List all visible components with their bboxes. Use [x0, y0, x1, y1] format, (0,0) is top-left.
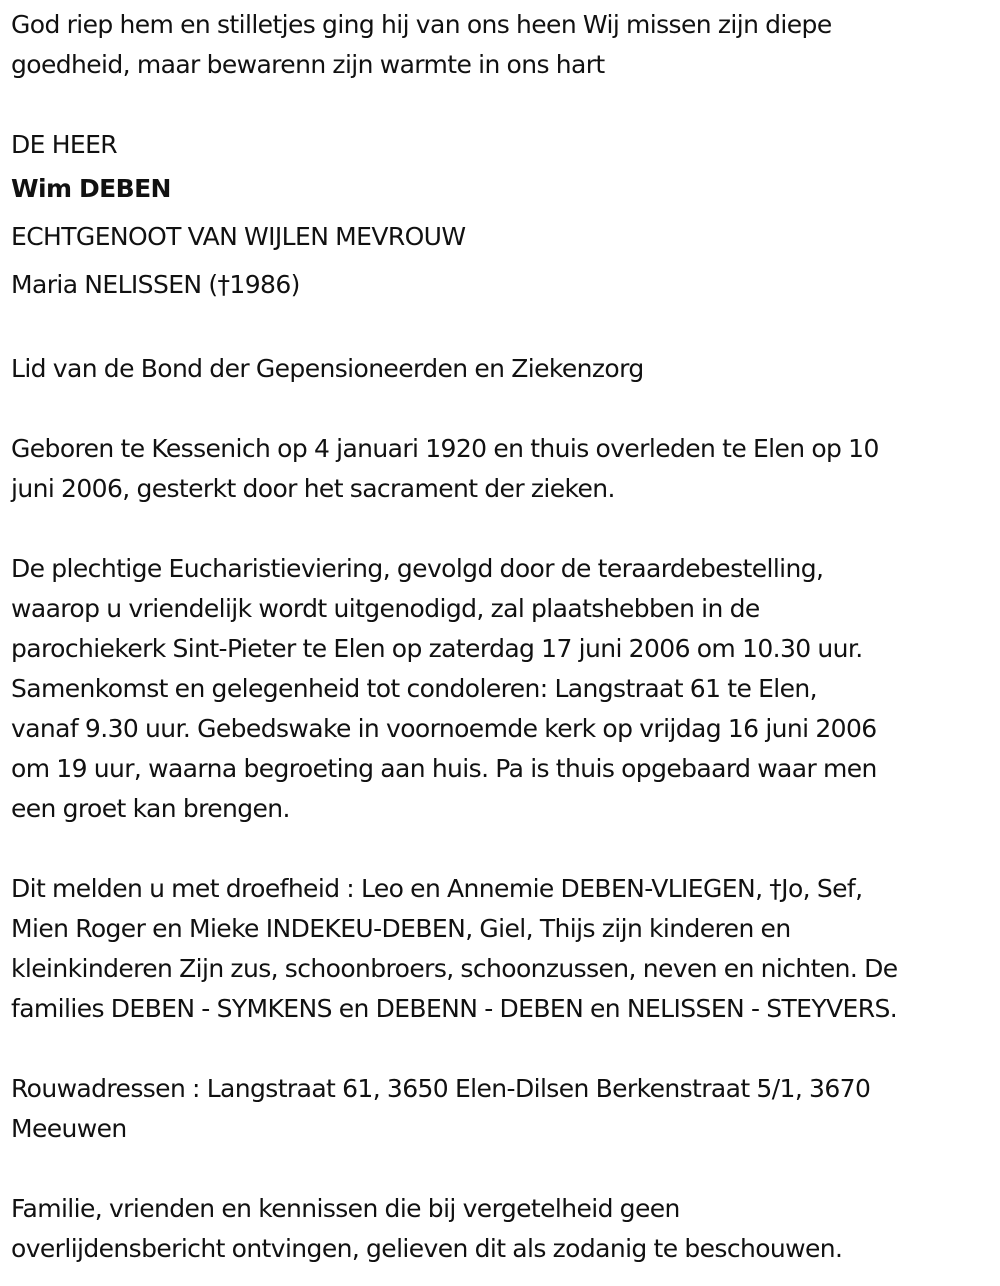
family-line: Dit melden u met droefheid : Leo en Annemie DEBEN-VLIEGEN, †Jo, Sef,	[11, 874, 863, 903]
address-line: Meeuwen	[11, 1114, 127, 1143]
ceremony-line: De plechtige Eucharistieviering, gevolgd door de teraardebestelling,	[11, 554, 824, 583]
intro-line: goedheid, maar bewarenn zijn warmte in ons hart	[11, 50, 605, 79]
closing-line: Familie, vrienden en kennissen die bij vergetelheid geen	[11, 1194, 680, 1223]
membership-paragraph	[11, 349, 990, 389]
spouse-label: ECHTGENOOT VAN WIJLEN MEVROUW	[11, 222, 466, 251]
ceremony-line: een groet kan brengen.	[11, 794, 290, 823]
birth-death-line: juni 2006, gesterkt door het sacrament der zieken.	[11, 474, 615, 503]
ceremony-line: vanaf 9.30 uur. Gebedswake in voornoemde kerk op vrijdag 16 juni 2006	[11, 714, 877, 743]
deceased-name: Wim DEBEN	[11, 174, 171, 203]
address-line: Rouwadressen : Langstraat 61, 3650 Elen-Dilsen Berkenstraat 5/1, 3670	[11, 1074, 871, 1103]
membership-line: Lid van de Bond der Gepensioneerden en Ziekenzorg	[11, 354, 644, 383]
birth-death-line: Geboren te Kessenich op 4 januari 1920 en thuis overleden te Elen op 10	[11, 434, 879, 463]
closing-line: overlijdensbericht ontvingen, gelieven dit als zodanig te beschouwen.	[11, 1234, 843, 1263]
spouse-name: Maria NELISSEN (†1986)	[11, 270, 300, 299]
ceremony-line: Samenkomst en gelegenheid tot condoleren: Langstraat 61 te Elen,	[11, 674, 818, 703]
family-line: families DEBEN - SYMKENS en DEBENN - DEBEN en NELISSEN - STEYVERS.	[11, 994, 898, 1023]
ceremony-line: waarop u vriendelijk wordt uitgenodigd, zal plaatshebben in de	[11, 594, 760, 623]
family-line: kleinkinderen Zijn zus, schoonbroers, schoonzussen, neven en nichten. De	[11, 954, 898, 983]
family-paragraph	[11, 869, 990, 1029]
ceremony-paragraph	[11, 549, 990, 829]
addresses-paragraph	[11, 1069, 990, 1149]
intro-line: God riep hem en stilletjes ging hij van ons heen Wij missen zijn diepe	[11, 10, 832, 39]
intro-verse	[11, 5, 990, 85]
closing-paragraph	[11, 1189, 990, 1269]
title-prefix: DE HEER	[11, 130, 118, 159]
ceremony-line: om 19 uur, waarna begroeting aan huis. Pa is thuis opgebaard waar men	[11, 754, 877, 783]
ceremony-line: parochiekerk Sint-Pieter te Elen op zaterdag 17 juni 2006 om 10.30 uur.	[11, 634, 863, 663]
family-line: Mien Roger en Mieke INDEKEU-DEBEN, Giel, Thijs zijn kinderen en	[11, 914, 791, 943]
birth-death-paragraph	[11, 429, 990, 509]
deceased-header	[11, 125, 990, 309]
